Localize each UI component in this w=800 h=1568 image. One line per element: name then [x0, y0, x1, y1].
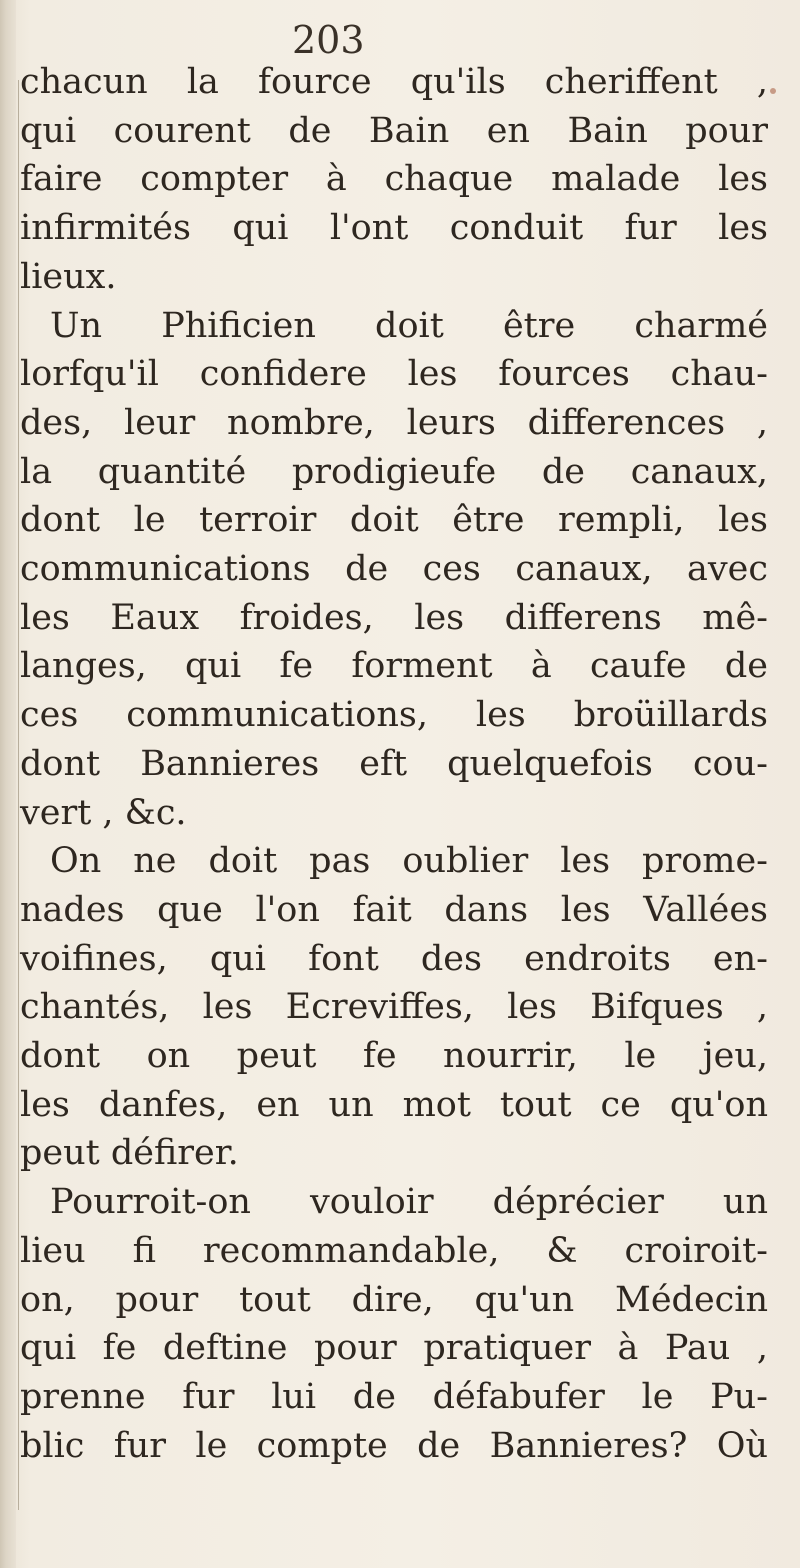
text-line: chantés, les Ecreviffes, les Bifques , [20, 987, 768, 1028]
page-number: 203 [292, 18, 365, 62]
text-line: dont on peut fe nourrir, le jeu, [20, 1036, 768, 1077]
text-line: lieux. [20, 256, 117, 297]
page-binding-edge [0, 0, 16, 1568]
text-line: on, pour tout dire, qu'un Médecin [20, 1279, 768, 1320]
text-line: communications de ces canaux, avec [20, 549, 768, 590]
text-line: les Eaux froides, les differens mê- [20, 597, 768, 638]
text-line: infirmités qui l'ont conduit fur les [20, 208, 768, 249]
text-line: nades que l'on fait dans les Vallées [20, 889, 768, 930]
text-line: blic fur le compte de Bannieres? Où [20, 1425, 768, 1466]
text-line: prenne fur lui de défabufer le Pu- [20, 1376, 768, 1417]
text-line: qui courent de Bain en Bain pour [20, 110, 768, 151]
text-line: les danfes, en un mot tout ce qu'on [20, 1084, 768, 1125]
text-line: dont Bannieres eft quelquefois cou- [20, 743, 768, 784]
text-line: lorfqu'il confidere les fources chau- [20, 354, 768, 395]
body-text [20, 58, 780, 1470]
text-line: faire compter à chaque malade les [20, 159, 768, 200]
text-line: des, leur nombre, leurs differences , [20, 402, 768, 443]
text-line: langes, qui fe forment à caufe de [20, 646, 768, 687]
text-line: ces communications, les broüillards [20, 695, 768, 736]
text-line: voifines, qui font des endroits en- [20, 938, 768, 979]
text-line: dont le terroir doit être rempli, les [20, 500, 768, 541]
text-line: lieu fi recommandable, & croiroit- [20, 1230, 768, 1271]
text-line: Un Phificien doit être charmé [50, 305, 768, 346]
text-line: vert , &c. [20, 792, 187, 833]
text-line: peut défirer. [20, 1133, 239, 1174]
text-line: On ne doit pas oublier les prome- [50, 841, 768, 882]
gutter-line [18, 80, 19, 1510]
text-line: chacun la fource qu'ils cheriffent , [20, 62, 768, 102]
text-line: qui fe deftine pour pratiquer à Pau , [20, 1328, 768, 1369]
text-line: la quantité prodigieufe de canaux, [20, 451, 768, 492]
text-line: Pourroit-on vouloir déprécier un [50, 1182, 768, 1223]
